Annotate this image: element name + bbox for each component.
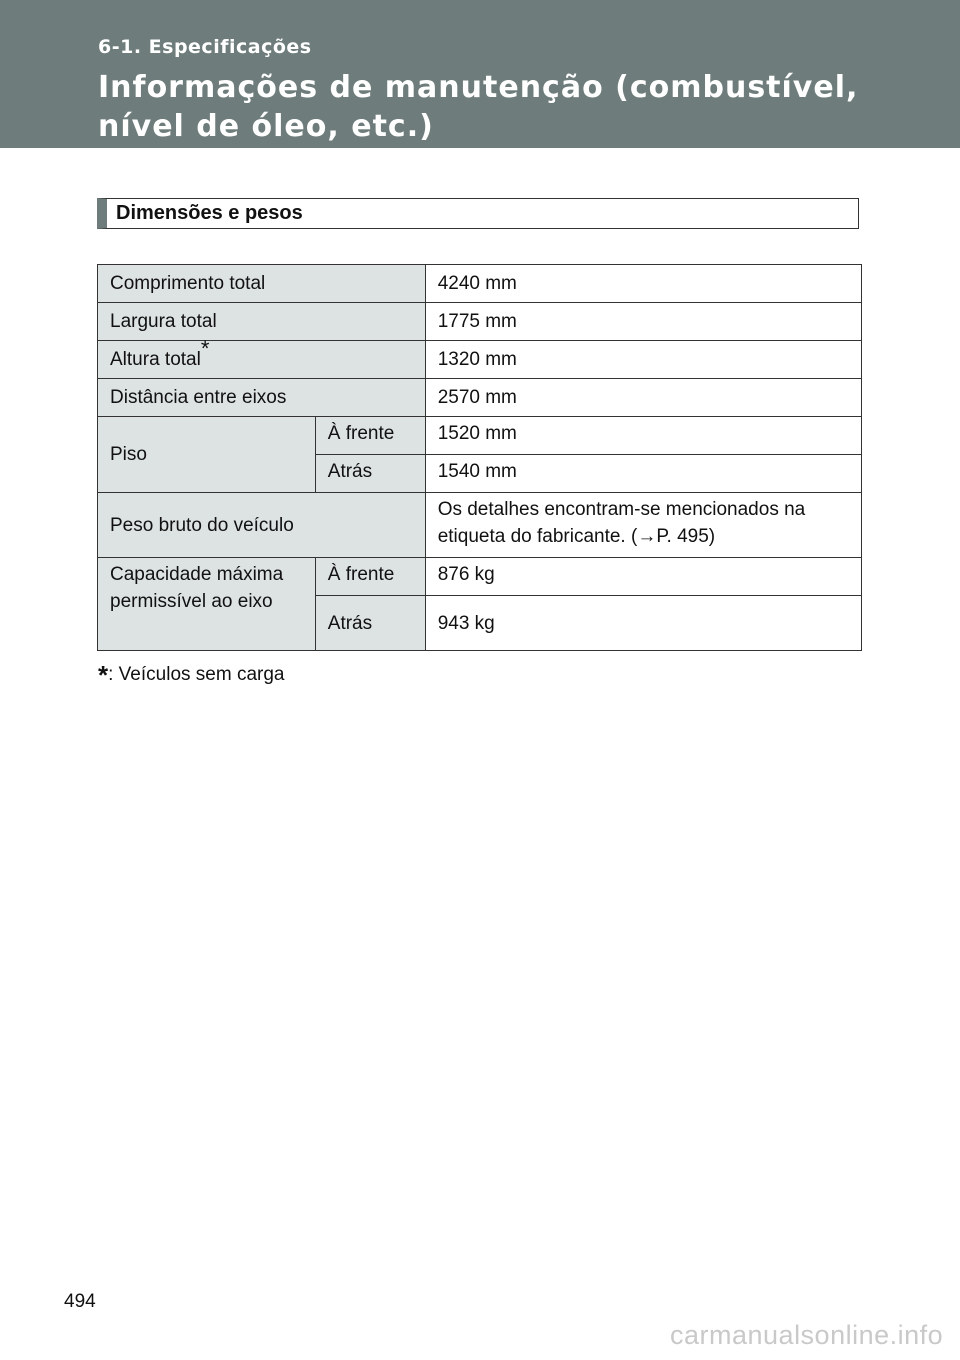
sub-label: À frente [315,417,425,455]
row-label: Altura total [110,349,201,370]
sub-label: Atrás [315,455,425,493]
row-label: Capacidade máxima permissível ao eixo [98,558,316,651]
row-label: Distância entre eixos [98,379,426,417]
row-value: Os detalhes encontram-se mencionados na etiqueta do fabricante. (→P. 495) [425,493,861,558]
row-label: Piso [98,417,316,493]
row-label: Largura total [98,303,426,341]
watermark: carmanualsonline.info [670,1320,944,1350]
footnote-text: : Veículos sem carga [108,664,285,685]
table-row [98,558,862,596]
row-value: 4240 mm [425,265,861,303]
section-label: 6-1. Especificações [98,36,312,58]
row-value: 876 kg [425,558,861,596]
row-value: 1320 mm [425,341,861,379]
table-row [98,417,862,455]
page-number: 494 [64,1291,96,1312]
row-label-cell [98,335,426,379]
page-title: Informações de manutenção (combustível, nível de óleo, etc.) [98,70,859,144]
header-band [0,0,960,148]
subheading: Dimensões e pesos [97,198,859,229]
row-value: 2570 mm [425,379,861,417]
row-value: 1540 mm [425,455,861,493]
sub-label: Atrás [315,596,425,651]
table-row [98,341,862,379]
table-row [98,265,862,303]
row-value: 943 kg [425,596,861,651]
table-row [98,303,862,341]
row-value: 1775 mm [425,303,861,341]
table-row [98,493,862,558]
spec-table [97,264,862,651]
row-label: Comprimento total [98,265,426,303]
sub-label: À frente [315,558,425,596]
row-label: Peso bruto do veículo [98,493,426,558]
table-row [98,379,862,417]
row-value: 1520 mm [425,417,861,455]
footnote-marker: * [98,660,109,690]
footnote [98,656,285,690]
footnote-marker: * [200,335,210,361]
